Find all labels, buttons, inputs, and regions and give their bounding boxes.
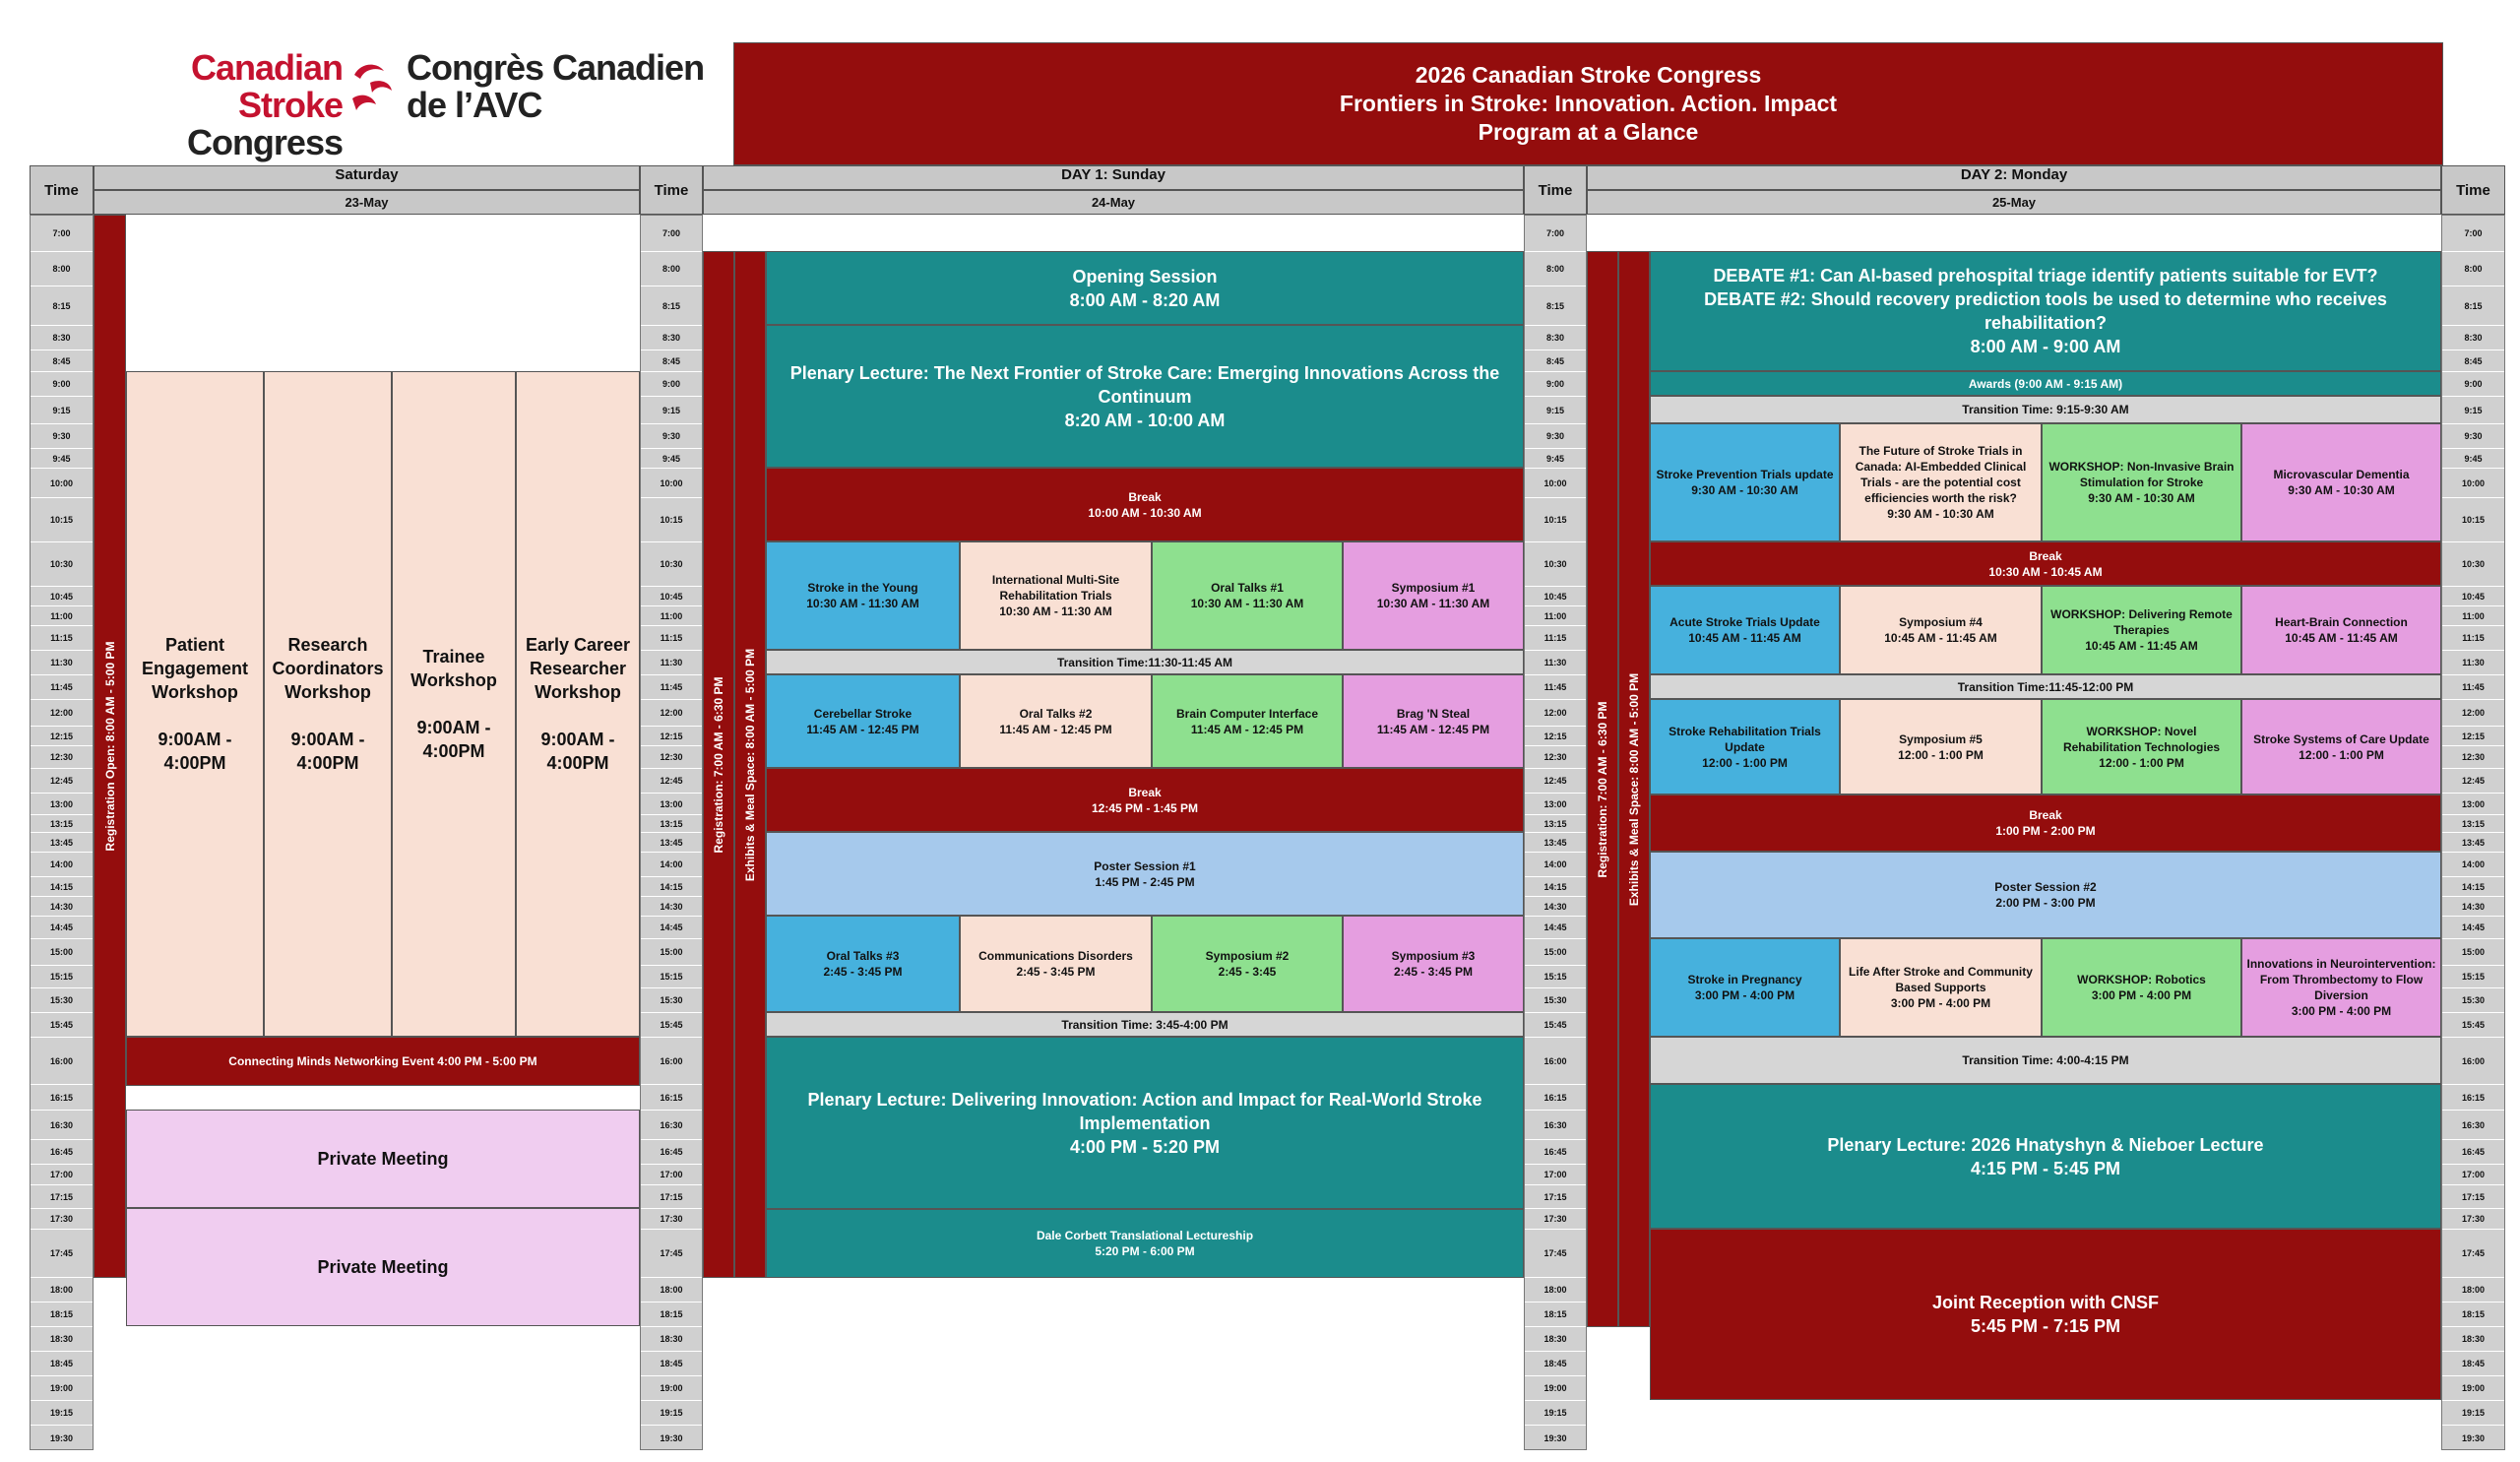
time-slot-label: 16:00 [1525,1038,1586,1085]
time-slot-label: 15:00 [31,939,93,966]
oral-talks-3[interactable]: Oral Talks #3 2:45 - 3:45 PM [766,916,960,1012]
time-slot-label: 17:15 [1525,1185,1586,1209]
time-slot-label: 14:45 [1525,917,1586,939]
time-slot-label: 17:45 [641,1230,702,1278]
time-header-2: Time [640,165,703,215]
symposium-1[interactable]: Symposium #1 10:30 AM - 11:30 AM [1343,541,1524,650]
time-slot-label: 17:45 [2442,1230,2504,1278]
microvascular-dementia[interactable]: Microvascular Dementia 9:30 AM - 10:30 AM [2241,423,2441,541]
oral-talks-2[interactable]: Oral Talks #2 11:45 AM - 12:45 PM [960,674,1152,768]
time-slot-label: 11:00 [641,606,702,626]
neurointervention[interactable]: Innovations in Neurointervention: From Thrombectomy to Flow Diversion 3:00 PM - 4:00 PM [2241,938,2441,1037]
time-column-1 [30,215,94,1450]
mon-transition-1: Transition Time: 9:15-9:30 AM [1650,396,2441,423]
time-slot-label: 19:15 [31,1401,93,1426]
time-slot-label: 9:15 [1525,397,1586,424]
time-slot-label: 9:30 [1525,424,1586,449]
time-slot-label: 10:15 [31,498,93,542]
time-slot-label: 18:30 [641,1327,702,1352]
time-slot-label: 12:00 [1525,700,1586,727]
cerebellar-stroke[interactable]: Cerebellar Stroke 11:45 AM - 12:45 PM [766,674,960,768]
time-slot-label: 12:45 [1525,769,1586,794]
time-slot-label: 10:15 [1525,498,1586,542]
banner-line2: Frontiers in Stroke: Innovation. Action. Impact [1339,91,1838,116]
time-slot-label: 8:30 [641,326,702,350]
time-slot-label: 18:45 [1525,1352,1586,1376]
poster-session-2[interactable]: Poster Session #2 2:00 PM - 3:00 PM [1650,852,2441,938]
time-slot-label: 17:15 [2442,1185,2504,1209]
time-slot-label: 8:45 [2442,350,2504,372]
time-slot-label: 9:45 [641,449,702,469]
stroke-systems-of-care[interactable]: Stroke Systems of Care Update 12:00 - 1:00 PM [2241,699,2441,795]
time-slot-label: 12:30 [31,746,93,769]
time-slot-label: 9:15 [31,397,93,424]
time-slot-label: 14:15 [1525,877,1586,897]
time-slot-label: 12:45 [641,769,702,794]
banner-line3: Program at a Glance [1478,119,1699,145]
time-slot-label: 12:00 [2442,700,2504,727]
time-slot-label: 10:15 [2442,498,2504,542]
time-slot-label: 10:00 [1525,469,1586,498]
symposium-3[interactable]: Symposium #3 2:45 - 3:45 PM [1343,916,1524,1012]
time-slot-label: 12:30 [2442,746,2504,769]
workshop-remote-therapies[interactable]: WORKSHOP: Delivering Remote Therapies 10:45 AM - 11:45 AM [2042,586,2241,674]
sun-exhibits-bar: Exhibits & Meal Space: 8:00 AM - 5:00 PM [734,251,766,1278]
life-after-stroke[interactable]: Life After Stroke and Community Based Supports 3:00 PM - 4:00 PM [1840,938,2042,1037]
dale-corbett-lectureship[interactable]: Dale Corbett Translational Lectureship 5:20 PM - 6:00 PM [766,1209,1524,1278]
time-slot-label: 8:30 [2442,326,2504,350]
logo-en-line2: Congress [186,122,343,162]
time-slot-label: 14:15 [31,877,93,897]
time-slot-label: 12:15 [1525,727,1586,746]
time-slot-label: 19:00 [2442,1376,2504,1401]
time-slot-label: 14:45 [641,917,702,939]
sun-break-2[interactable]: Break 12:45 PM - 1:45 PM [766,768,1524,832]
workshop-novel-rehab[interactable]: WORKSHOP: Novel Rehabilitation Technologies 12:00 - 1:00 PM [2042,699,2241,795]
time-column-3 [1524,215,1587,1450]
time-slot-label: 17:30 [641,1209,702,1230]
time-slot-label: 8:15 [641,286,702,326]
time-slot-label: 14:00 [2442,853,2504,877]
time-column-2 [640,215,703,1450]
heart-brain-connection[interactable]: Heart-Brain Connection 10:45 AM - 11:45 AM [2241,586,2441,674]
time-slot-label: 15:30 [31,988,93,1013]
time-slot-label: 7:00 [641,216,702,252]
saturday-date: 23-May [94,190,640,215]
saturday-header: Saturday [94,165,640,190]
time-slot-label: 8:15 [31,286,93,326]
time-slot-label: 16:00 [2442,1038,2504,1085]
awards[interactable]: Awards (9:00 AM - 9:15 AM) [1650,371,2441,396]
time-slot-label: 14:15 [641,877,702,897]
time-slot-label: 11:15 [1525,626,1586,651]
time-slot-label: 11:30 [31,651,93,675]
time-slot-label: 18:00 [2442,1278,2504,1303]
time-header-4: Time [2441,165,2505,215]
time-slot-label: 12:45 [2442,769,2504,794]
time-slot-label: 18:00 [1525,1278,1586,1303]
time-slot-label: 14:30 [2442,897,2504,917]
time-header-1: Time [30,165,94,215]
future-of-stroke-trials[interactable]: The Future of Stroke Trials in Canada: AI-Embedded Clinical Trials - are the potential cost efficiencies worth the risk? 9:30 AM - 10:30 AM [1840,423,2042,541]
time-slot-label: 15:15 [31,966,93,988]
brain-computer-interface[interactable]: Brain Computer Interface 11:45 AM - 12:45 PM [1152,674,1343,768]
time-slot-label: 18:30 [1525,1327,1586,1352]
time-slot-label: 17:30 [1525,1209,1586,1230]
time-slot-label: 15:15 [2442,966,2504,988]
time-slot-label: 13:00 [31,794,93,815]
stroke-rehabilitation-trials[interactable]: Stroke Rehabilitation Trials Update 12:00 - 1:00 PM [1650,699,1840,795]
time-slot-label: 13:45 [641,833,702,853]
time-slot-label: 16:00 [31,1038,93,1085]
sun-transition-2: Transition Time: 3:45-4:00 PM [766,1012,1524,1037]
symposium-5[interactable]: Symposium #5 12:00 - 1:00 PM [1840,699,2042,795]
networking-event[interactable]: Connecting Minds Networking Event 4:00 PM - 5:00 PM [126,1037,640,1086]
time-header-3: Time [1524,165,1587,215]
time-slot-label: 15:45 [1525,1013,1586,1038]
time-slot-label: 11:00 [2442,606,2504,626]
time-slot-label: 13:45 [2442,833,2504,853]
communications-disorders[interactable]: Communications Disorders 2:45 - 3:45 PM [960,916,1152,1012]
time-slot-label: 11:45 [31,675,93,700]
time-slot-label: 11:30 [1525,651,1586,675]
mon-registration-bar: Registration: 7:00 AM - 6:30 PM [1587,251,1618,1327]
workshop-robotics[interactable]: WORKSHOP: Robotics 3:00 PM - 4:00 PM [2042,938,2241,1037]
time-slot-label: 12:15 [2442,727,2504,746]
time-slot-label: 18:30 [31,1327,93,1352]
time-slot-label: 8:30 [1525,326,1586,350]
time-slot-label: 10:00 [31,469,93,498]
time-slot-label: 8:15 [2442,286,2504,326]
logo-fr-line2: de l’AVC [407,85,542,125]
time-slot-label: 8:30 [31,326,93,350]
time-slot-label: 9:45 [31,449,93,469]
time-slot-label: 14:00 [31,853,93,877]
time-slot-label: 8:45 [31,350,93,372]
time-slot-label: 13:00 [2442,794,2504,815]
time-slot-label: 15:15 [641,966,702,988]
sunday-date: 24-May [703,190,1524,215]
time-slot-label: 8:00 [31,252,93,286]
symposium-2[interactable]: Symposium #2 2:45 - 3:45 [1152,916,1343,1012]
time-slot-label: 16:15 [641,1085,702,1111]
time-slot-label: 15:45 [641,1013,702,1038]
time-slot-label: 13:45 [1525,833,1586,853]
time-slot-label: 14:15 [2442,877,2504,897]
time-column-4 [2441,215,2505,1450]
time-slot-label: 13:45 [31,833,93,853]
time-slot-label: 15:30 [641,988,702,1013]
time-slot-label: 18:15 [1525,1303,1586,1327]
time-slot-label: 18:00 [31,1278,93,1303]
time-slot-label: 13:15 [2442,815,2504,833]
oral-talks-1[interactable]: Oral Talks #1 10:30 AM - 11:30 AM [1152,541,1343,650]
mon-transition-2: Transition Time:11:45-12:00 PM [1650,674,2441,699]
time-slot-label: 9:00 [31,372,93,397]
time-slot-label: 17:30 [31,1209,93,1230]
logo-en-line1: Canadian Stroke [190,47,343,125]
time-slot-label: 15:00 [1525,939,1586,966]
time-slot-label: 9:30 [641,424,702,449]
time-slot-label: 19:15 [641,1401,702,1426]
time-slot-label: 10:45 [1525,587,1586,606]
time-slot-label: 9:00 [641,372,702,397]
mon-break-1[interactable]: Break 10:30 AM - 10:45 AM [1650,541,2441,586]
time-slot-label: 16:15 [31,1085,93,1111]
time-slot-label: 13:15 [1525,815,1586,833]
time-slot-label: 17:00 [1525,1165,1586,1185]
time-slot-label: 15:45 [31,1013,93,1038]
time-slot-label: 15:15 [1525,966,1586,988]
time-slot-label: 16:45 [2442,1140,2504,1165]
time-slot-label: 9:30 [31,424,93,449]
time-slot-label: 10:45 [641,587,702,606]
time-slot-label: 15:00 [2442,939,2504,966]
time-slot-label: 14:45 [31,917,93,939]
logo-fr-line1: Congrès Canadien [407,47,705,88]
time-slot-label: 14:00 [1525,853,1586,877]
time-slot-label: 12:00 [31,700,93,727]
time-slot-label: 12:45 [31,769,93,794]
sun-transition-1: Transition Time:11:30-11:45 AM [766,650,1524,674]
time-slot-label: 10:45 [2442,587,2504,606]
time-slot-label: 8:00 [641,252,702,286]
debates[interactable]: DEBATE #1: Can AI-based prehospital triage identify patients suitable for EVT? DEBATE #2: Should recovery prediction tools be used to determine who receives rehabilitation? 8:00 AM - 9:00 AM [1650,251,2441,371]
time-slot-label: 10:00 [641,469,702,498]
symposium-4[interactable]: Symposium #4 10:45 AM - 11:45 AM [1840,586,2042,674]
time-slot-label: 19:30 [2442,1426,2504,1451]
time-slot-label: 12:30 [641,746,702,769]
plenary-hnatyshyn-nieboer[interactable]: Plenary Lecture: 2026 Hnatyshyn & Nieboer Lecture 4:15 PM - 5:45 PM [1650,1084,2441,1229]
time-slot-label: 18:15 [31,1303,93,1327]
time-slot-label: 11:00 [31,606,93,626]
time-slot-label: 11:15 [31,626,93,651]
time-slot-label: 16:45 [641,1140,702,1165]
time-slot-label: 17:00 [2442,1165,2504,1185]
time-slot-label: 11:15 [2442,626,2504,651]
time-slot-label: 16:45 [1525,1140,1586,1165]
time-slot-label: 17:00 [31,1165,93,1185]
time-slot-label: 8:00 [2442,252,2504,286]
time-slot-label: 11:30 [641,651,702,675]
logo-english [79,49,343,161]
joint-reception-cnsf[interactable]: Joint Reception with CNSF 5:45 PM - 7:15 PM [1650,1229,2441,1400]
time-slot-label: 10:30 [31,542,93,587]
logo-french [407,49,722,124]
time-slot-label: 16:30 [1525,1111,1586,1140]
private-meeting-1[interactable]: Private Meeting [126,1110,640,1208]
time-slot-label: 8:15 [1525,286,1586,326]
time-slot-label: 17:15 [641,1185,702,1209]
sun-registration-bar: Registration: 7:00 AM - 6:30 PM [703,251,734,1278]
time-slot-label: 18:15 [2442,1303,2504,1327]
sunday-header: DAY 1: Sunday [703,165,1524,190]
time-slot-label: 11:45 [641,675,702,700]
time-slot-label: 18:15 [641,1303,702,1327]
stroke-prevention-trials[interactable]: Stroke Prevention Trials update 9:30 AM - 10:30 AM [1650,423,1840,541]
banner-line1: 2026 Canadian Stroke Congress [1415,62,1762,88]
time-slot-label: 16:00 [641,1038,702,1085]
time-slot-label: 9:30 [2442,424,2504,449]
time-slot-label: 16:30 [31,1111,93,1140]
time-slot-label: 10:15 [641,498,702,542]
time-slot-label: 16:15 [2442,1085,2504,1111]
trainee-workshop[interactable]: Trainee Workshop 9:00AM - 4:00PM [392,371,516,1037]
stroke-in-the-young[interactable]: Stroke in the Young 10:30 AM - 11:30 AM [766,541,960,650]
time-slot-label: 8:45 [641,350,702,372]
time-slot-label: 10:45 [31,587,93,606]
time-slot-label: 19:00 [31,1376,93,1401]
monday-date: 25-May [1587,190,2441,215]
time-slot-label: 7:00 [2442,216,2504,252]
time-slot-label: 13:15 [641,815,702,833]
time-slot-label: 13:00 [641,794,702,815]
time-slot-label: 19:00 [1525,1376,1586,1401]
time-slot-label: 14:00 [641,853,702,877]
title-banner [733,42,2443,165]
time-slot-label: 11:45 [2442,675,2504,700]
time-slot-label: 14:45 [2442,917,2504,939]
time-slot-label: 16:45 [31,1140,93,1165]
time-slot-label: 17:15 [31,1185,93,1209]
time-slot-label: 7:00 [1525,216,1586,252]
time-slot-label: 10:30 [641,542,702,587]
time-slot-label: 19:30 [641,1426,702,1451]
time-slot-label: 12:15 [641,727,702,746]
time-slot-label: 9:15 [641,397,702,424]
time-slot-label: 17:00 [641,1165,702,1185]
time-slot-label: 8:00 [1525,252,1586,286]
research-coordinators-workshop[interactable]: Research Coordinators Workshop 9:00AM - 4:00PM [264,371,392,1037]
plenary-lecture-delivering-innovation[interactable]: Plenary Lecture: Delivering Innovation: Action and Impact for Real-World Stroke Implementation 4:00 PM - 5:20 PM [766,1037,1524,1209]
brag-n-steal[interactable]: Brag 'N Steal 11:45 AM - 12:45 PM [1343,674,1524,768]
mon-break-2[interactable]: Break 1:00 PM - 2:00 PM [1650,795,2441,852]
time-slot-label: 12:15 [31,727,93,746]
time-slot-label: 11:45 [1525,675,1586,700]
time-slot-label: 16:30 [2442,1111,2504,1140]
time-slot-label: 19:00 [641,1376,702,1401]
time-slot-label: 16:30 [641,1111,702,1140]
opening-session[interactable]: Opening Session 8:00 AM - 8:20 AM [766,251,1524,325]
time-slot-label: 12:30 [1525,746,1586,769]
rehabilitation-trials[interactable]: International Multi-Site Rehabilitation Trials 10:30 AM - 11:30 AM [960,541,1152,650]
time-slot-label: 13:15 [31,815,93,833]
time-slot-label: 19:15 [1525,1401,1586,1426]
mon-transition-3: Transition Time: 4:00-4:15 PM [1650,1037,2441,1084]
mon-exhibits-bar: Exhibits & Meal Space: 8:00 AM - 5:00 PM [1618,251,1650,1327]
monday-header: DAY 2: Monday [1587,165,2441,190]
time-slot-label: 18:45 [641,1352,702,1376]
early-career-workshop[interactable]: Early Career Researcher Workshop 9:00AM - 4:00PM [516,371,640,1037]
patient-engagement-workshop[interactable]: Patient Engagement Workshop 9:00AM - 4:00PM [126,371,264,1037]
time-slot-label: 12:00 [641,700,702,727]
time-slot-label: 14:30 [31,897,93,917]
time-slot-label: 11:00 [1525,606,1586,626]
time-slot-label: 13:00 [1525,794,1586,815]
time-slot-label: 15:00 [641,939,702,966]
time-slot-label: 15:30 [2442,988,2504,1013]
time-slot-label: 8:45 [1525,350,1586,372]
time-slot-label: 9:15 [2442,397,2504,424]
acute-stroke-trials[interactable]: Acute Stroke Trials Update 10:45 AM - 11:45 AM [1650,586,1840,674]
time-slot-label: 9:45 [2442,449,2504,469]
time-slot-label: 9:00 [2442,372,2504,397]
plenary-lecture-next-frontier[interactable]: Plenary Lecture: The Next Frontier of Stroke Care: Emerging Innovations Across the Continuum 8:20 AM - 10:00 AM [766,325,1524,468]
stroke-in-pregnancy[interactable]: Stroke in Pregnancy 3:00 PM - 4:00 PM [1650,938,1840,1037]
time-slot-label: 7:00 [31,216,93,252]
time-slot-label: 10:00 [2442,469,2504,498]
private-meeting-2[interactable]: Private Meeting [126,1208,640,1326]
time-slot-label: 15:45 [2442,1013,2504,1038]
time-slot-label: 19:30 [1525,1426,1586,1451]
poster-session-1[interactable]: Poster Session #1 1:45 PM - 2:45 PM [766,832,1524,916]
time-slot-label: 17:45 [1525,1230,1586,1278]
workshop-non-invasive[interactable]: WORKSHOP: Non-Invasive Brain Stimulation for Stroke 9:30 AM - 10:30 AM [2042,423,2241,541]
time-slot-label: 10:30 [2442,542,2504,587]
time-slot-label: 10:30 [1525,542,1586,587]
time-slot-label: 9:00 [1525,372,1586,397]
time-slot-label: 11:30 [2442,651,2504,675]
time-slot-label: 16:15 [1525,1085,1586,1111]
sun-break-1[interactable]: Break 10:00 AM - 10:30 AM [766,468,1524,541]
time-slot-label: 15:30 [1525,988,1586,1013]
time-slot-label: 19:30 [31,1426,93,1451]
time-slot-label: 18:00 [641,1278,702,1303]
time-slot-label: 18:45 [31,1352,93,1376]
time-slot-label: 14:30 [641,897,702,917]
time-slot-label: 17:45 [31,1230,93,1278]
sat-registration-bar: Registration Open: 8:00 AM - 5:00 PM [94,215,126,1278]
time-slot-label: 19:15 [2442,1401,2504,1426]
time-slot-label: 11:15 [641,626,702,651]
time-slot-label: 14:30 [1525,897,1586,917]
time-slot-label: 9:45 [1525,449,1586,469]
time-slot-label: 18:45 [2442,1352,2504,1376]
time-slot-label: 17:30 [2442,1209,2504,1230]
maple-leaf-icon [346,57,398,118]
time-slot-label: 18:30 [2442,1327,2504,1352]
